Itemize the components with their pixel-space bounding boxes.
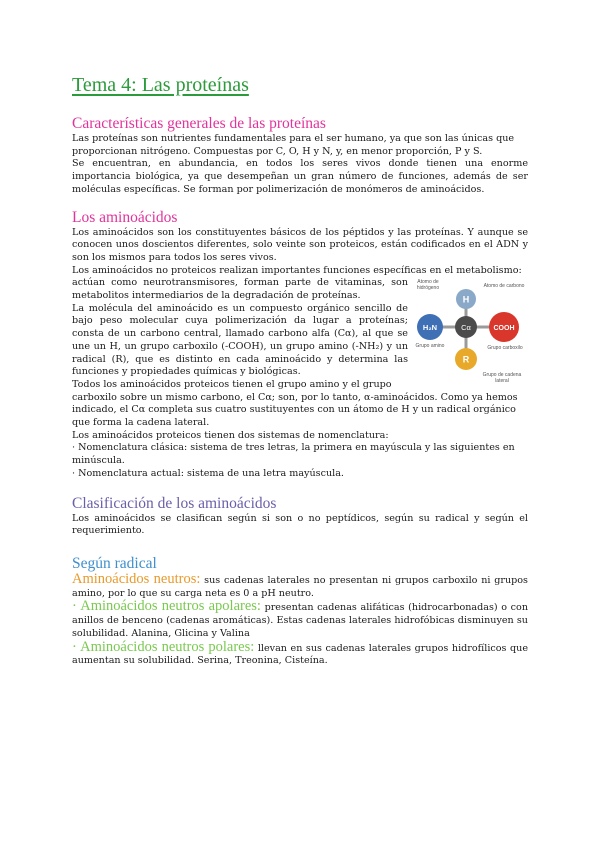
paragraph: actúan como neurotransmisores, forman parte de vitaminas, son metabolitos intermediarios de la degradación de proteínas. <box>72 277 408 302</box>
r-label: R <box>462 354 470 365</box>
paragraph: Las proteínas son nutrientes fundamentales para el ser humano, ya que son las únicas que proporcionan nitrógeno. Compuestas por C, O, H y N, y, en menor proporción, P y S. <box>72 133 515 157</box>
n-label: H₂N <box>422 323 438 333</box>
heading-clasificacion: Clasificación de los aminoácidos <box>72 494 277 512</box>
r-caption: Grupo de cadena lateral <box>482 372 522 385</box>
paragraph: carboxilo sobre un mismo carbono, el Cα; son, por lo tanto, α-aminoácidos. Como ya hemos indicado, el Cα completa sus cuatro sustituyentes con un átomo de H y un radical orgánico que forma la cadena lateral. <box>72 391 518 429</box>
text-apolares: presentan cadenas alifáticas (hidrocarbonadas) o con anillos de benceno (cadenas aromáticas). Estas cadenas laterales hidrofóbicas disminuyen su solubilidad. Alanina, Glicina y Valina <box>72 602 529 639</box>
paragraph: · Nomenclatura actual: sistema de una letra mayúscula. <box>72 467 344 479</box>
paragraph: Los aminoácidos son los constituyentes básicos de los péptidos y las proteínas. Y aunque se conocen unos doscientos diferentes, solo veinte son proteicos, están codificados en el ADN y son los mismos para todos los seres vivos. <box>72 226 528 263</box>
h-label: H <box>462 294 470 305</box>
c-label: Cα <box>461 323 471 333</box>
paragraph: · Nomenclatura clásica: sistema de tres letras, la primera en mayúscula y las siguientes en minúscula. <box>72 442 515 467</box>
hydrogen-caption: Átomo de hidrógeno <box>416 279 440 292</box>
paragraph: Todos los aminoácidos proteicos tienen el grupo amino y el grupo <box>72 378 392 390</box>
amino-acid-structure-figure <box>406 277 528 389</box>
paragraph: Se encuentran, en abundancia, en todos los seres vivos donde tienen una enorme importancia biológica, ya que desempeñan un gran número de funciones, además de ser moléculas específicas. Se forman por polimerización de monómeros de aminoácidos. <box>72 158 528 195</box>
text-polares: llevan en sus cadenas laterales grupos hidrofílicos que aumentan su solubilidad. Serina, Treonina, Cisteína. <box>72 642 529 667</box>
page-title: Tema 4: Las proteínas <box>72 74 249 96</box>
heading-caracteristicas: Características generales de las proteínas <box>72 115 326 132</box>
document-page <box>72 74 528 668</box>
paragraph: La molécula del aminoácido es un compuesto orgánico sencillo de bajo peso molecular cuya polimerización da lugar a proteínas; consta de un carbono central, llamado carbono alfa (Cα), al que se une un H, un grupo carboxilo (-COOH), un grupo amino (-NH₂) y un radical (R), que es distinto en cada aminoácido y determina las funciones y propiedades químicas y biológicas. <box>72 302 408 378</box>
text-neutros: sus cadenas laterales no presentan ni grupos carboxilo ni grupos amino, por lo que su carga neta es 0 a pH neutro. <box>72 574 528 599</box>
lead-neutros: Aminoácidos neutros: <box>72 570 201 587</box>
paragraph: Los aminoácidos se clasifican según si son o no peptídicos, según su radical y según el requerimiento. <box>72 512 528 537</box>
paragraph: Los aminoácidos proteicos tienen dos sistemas de nomenclatura: <box>72 429 389 441</box>
figure-wrap <box>72 277 528 391</box>
lead-polares: · Aminoácidos neutros polares: <box>72 638 255 655</box>
heading-segun-radical: Según radical <box>72 554 157 572</box>
paragraph <box>72 638 529 668</box>
carbon-caption: Átomo de carbono <box>483 283 525 290</box>
lead-apolares: · Aminoácidos neutros apolares: <box>72 598 261 615</box>
carboxyl-caption: Grupo carboxilo <box>487 345 523 352</box>
paragraph <box>72 570 528 600</box>
cooh-label: COOH <box>493 325 515 333</box>
paragraph: Los aminoácidos no proteicos realizan importantes funciones específicas en el metabolismo: <box>72 264 522 276</box>
heading-aminoacidos: Los aminoácidos <box>72 208 178 226</box>
paragraph <box>72 600 528 640</box>
amino-caption: Grupo amino <box>415 343 445 350</box>
